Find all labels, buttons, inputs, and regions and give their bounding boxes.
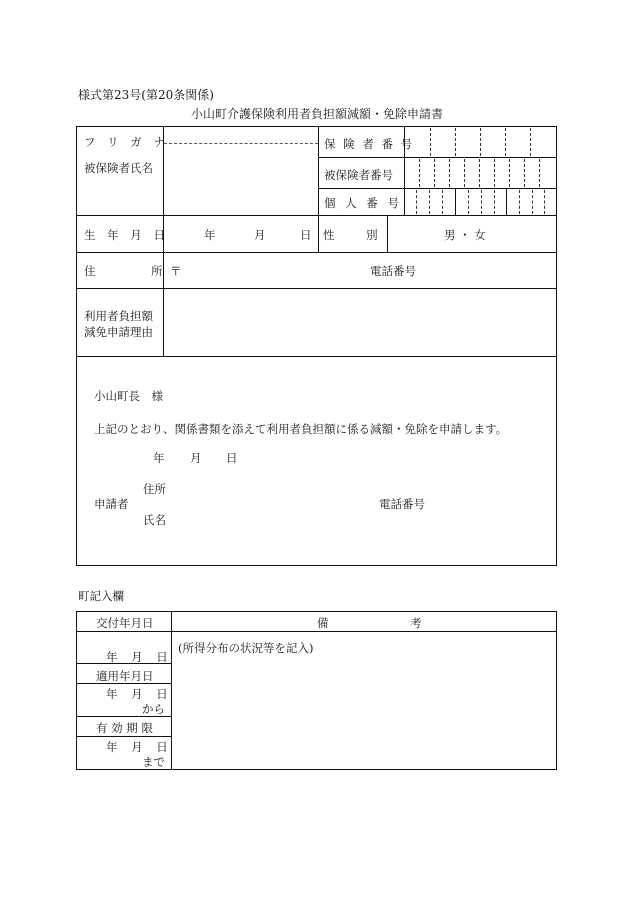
insured-number-label: 被保険者番号: [324, 168, 393, 182]
birth-date-label: 生 年 月 日: [84, 228, 169, 242]
postal-mark: 〒: [170, 264, 182, 278]
applicant-label: 申請者: [94, 497, 129, 511]
reason-label-line2: 減免申請理由: [84, 325, 153, 339]
declaration-date-month: 月: [190, 451, 202, 465]
office-section-title: 町記入欄: [78, 589, 124, 603]
gender-options: 男 ・ 女: [444, 228, 486, 242]
address-phone-label: 電話番号: [370, 264, 416, 278]
personal-number-label: 個 人 番 号: [324, 196, 402, 210]
declaration-date-year: 年: [153, 451, 165, 465]
remarks-note: (所得分布の状況等を記入): [178, 641, 314, 655]
validity-until: まで: [142, 755, 165, 769]
apply-date-label: 適用年月日: [96, 669, 154, 683]
gender-label: 性 別: [323, 228, 378, 242]
addressee: 小山町長 様: [94, 389, 163, 403]
issue-date-value: 年 月 日: [106, 650, 168, 664]
applicant-name-label: 氏名: [143, 513, 166, 527]
birth-date-day: 日: [300, 228, 312, 242]
form-title: 小山町介護保険利用者負担額減額・免除申請書: [191, 107, 444, 121]
apply-from: から: [142, 702, 165, 716]
insured-name-label: 被保険者氏名: [84, 161, 153, 175]
remarks-header: 備 考: [317, 616, 422, 630]
declaration-date-day: 日: [226, 451, 238, 465]
insurer-number-label: 保 険 者 番 号: [324, 137, 415, 151]
reason-label-line1: 利用者負担額: [84, 309, 153, 323]
apply-date-value: 年 月 日: [106, 687, 168, 701]
furigana-label: フ リ ガ ナ: [84, 135, 169, 149]
form-number: 様式第23号(第20条関係): [78, 88, 214, 102]
declaration-statement: 上記のとおり、関係書類を添えて利用者負担額に係る減額・免除を申請します。: [94, 422, 508, 436]
applicant-address-label: 住所: [143, 482, 166, 496]
birth-date-year: 年: [204, 228, 216, 242]
birth-date-month: 月: [254, 228, 266, 242]
applicant-phone-label: 電話番号: [379, 497, 425, 511]
validity-label: 有 効 期 限: [96, 721, 153, 735]
validity-value: 年 月 日: [106, 740, 168, 754]
address-label: 住 所: [84, 264, 163, 278]
issue-date-header: 交付年月日: [96, 616, 154, 630]
